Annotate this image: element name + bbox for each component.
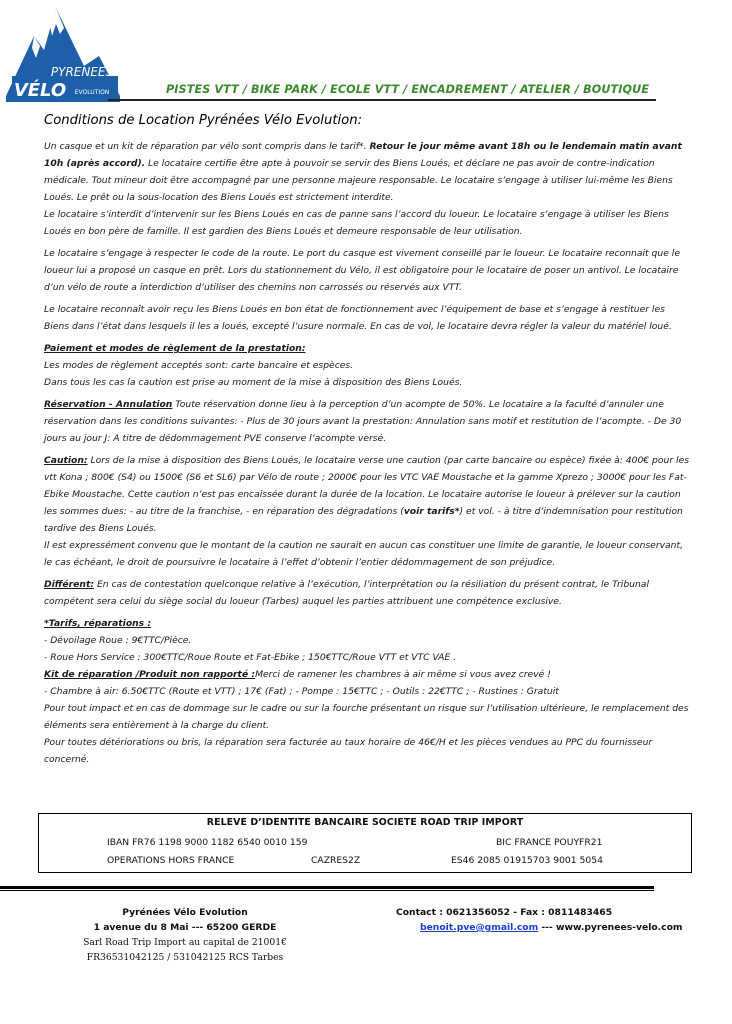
section-paiement [44, 340, 692, 391]
footer-contact-block [396, 905, 696, 935]
logo-brand-bottom: VÉLO [13, 80, 67, 101]
caution-heading: Caution: [44, 455, 88, 466]
tarifs-line1: - Dévoilage Roue : 9€TTC/Pièce. [44, 635, 192, 646]
conditions-body [44, 112, 692, 773]
footer-company-block [70, 905, 300, 965]
tarifs-line2: - Roue Hors Service : 300€TTC/Roue Route et Fat-Ebike ; 150€TTC/Roue VTT et VTC VAE . [44, 652, 457, 663]
section-caution [44, 452, 692, 571]
rib-ops: OPERATIONS HORS FRANCE [107, 855, 235, 866]
paiement-line2: Dans tous les cas la caution est prise au moment de la mise à disposition des Biens Loués. [44, 377, 463, 388]
footer-rcs: FR36531042125 / 531042125 RCS Tarbes [86, 952, 284, 963]
section-tarifs [44, 615, 692, 768]
header-tagline: PISTES VTT / BIKE PARK / ECOLE VTT / ENCADREMENT / ATELIER / BOUTIQUE [166, 83, 650, 96]
rib-bic: BIC FRANCE POUYFR21 [496, 837, 603, 848]
footer-divider-thin [0, 890, 654, 891]
rib-es: ES46 2085 01915703 9001 5054 [451, 855, 603, 866]
caution-text-b: ) et vol. - à titre d’indemnisation pour restitution tardive des Biens Loués. [44, 506, 683, 534]
header-divider [108, 99, 656, 101]
reservation-text: Toute réservation donne lieu à la perception d’un acompte de 50%. Le locataire a la faculté d’annuler une réservation dans les conditions suivantes: - Plus de 30 jours avant la prestation: Annulation sans motif et restitution de l’acompte. - De 30 jours au jour J: A titre de dédommagement PVE conserve l’acompte versé. [44, 399, 682, 444]
para-general [44, 138, 692, 240]
paiement-line1: Les modes de règlement acceptés sont: carte bancaire et espèces. [44, 360, 354, 371]
caution-text-a: Lors de la mise à disposition des Biens Loués, le locataire verse une caution (par carte bancaire ou espèce) fixée à: 400€ pour les vtt Kona ; 800€ (S4) ou 1500€ (S6 et SL6) par Vélo de route ; 2000€ pour les VTC VAE Moustache et la gamme Xprezo ; 3000€ pour les Fat-Ebike Moustache. Cette caution n’est pas encaissée durant la durée de la location. Le locataire autorise le loueur à prélever sur la caution les sommes dues: - au titre de la franchise, - en réparation des dégradations ( [44, 455, 690, 517]
caution-text-c: Il est expressément convenu que le montant de la caution ne saurait en aucun cas constituer une limite de garantie, le loueur conservant, le cas échéant, le droit de poursuivre le locataire à l’effet d’obtenir l’entier dédommagement de son préjudice. [44, 540, 684, 568]
footer-company: Pyrénées Vélo Evolution [122, 907, 248, 918]
caution-text-bold: voir tarifs* [403, 506, 460, 517]
tarifs-line3: - Chambre à air: 6.50€TTC (Route et VTT) ; 17€ (Fat) ; - Pompe : 15€TTC ; - Outils : 22€TTC ; - Rustines : Gratuit [44, 686, 559, 697]
pyrenees-velo-logo [4, 6, 122, 102]
page-title: Conditions de Location Pyrénées Vélo Evolution: [44, 113, 363, 128]
kit-heading: Kit de réparation /Produit non rapporté : [44, 669, 256, 680]
logo-brand-top: PYRENEES [50, 65, 114, 79]
footer-web: --- www.pyrenees-velo.com [538, 922, 683, 933]
different-text: En cas de contestation quelconque relative à l’exécution, l’interprétation ou la résiliation du présent contrat, le Tribunal compétent sera celui du siège social du loueur (Tarbes) auquel les parties attribuent une compétence exclusive. [44, 579, 649, 607]
mountain-logo-icon [4, 6, 122, 102]
logo-brand-sub: EVOLUTION [74, 89, 110, 96]
para-code-route: Le locataire s’engage à respecter le code de la route. Le port du casque est vivement conseillé par le loueur. Le locataire reconnait que le loueur lui a proposé un casque en prêt. Lors du stationnement du Vélo, il est obligatoire pour le locataire de poser un antivol. Le locataire d’un vélo de route a interdiction d’utiliser des chemins non carrossés ou réservés aux VTT. [44, 248, 680, 293]
para-etat-biens: Le locataire reconnaît avoir reçu les Biens Loués en bon état de fonctionnement avec l’équipement de base et s’engage à restituer les Biens dans l’état dans lesquels il les a loués, excepté l’usure normale. En cas de vol, le locataire devra régler la valeur du matériel loué. [44, 304, 672, 332]
section-reservation [44, 396, 692, 447]
rib-iban: IBAN FR76 1198 9000 1182 6540 0010 159 [107, 837, 308, 848]
para1-c: Le locataire certifie être apte à pouvoir se servir des Biens Loués, et déclare ne pas avoir de contre-indication médicale. Tout mineur doit être accompagné par une personne majeure responsable. Le locataire s’engage à utiliser lui-même les Biens Loués. Le prêt ou la sous-location des Biens Loués est strictement interdite. [44, 158, 673, 203]
tarifs-line5: Pour toutes détériorations ou bris, la réparation sera facturée au taux horaire de 46€/H et les pièces vendues au PPC du fournisseur concerné. [44, 737, 653, 765]
rib-box [38, 813, 692, 873]
different-heading: Différent: [44, 579, 95, 590]
tarifs-heading: *Tarifs, réparations : [44, 618, 152, 629]
footer-divider [0, 886, 654, 889]
section-different [44, 576, 692, 610]
footer-address: 1 avenue du 8 Mai --- 65200 GERDE [93, 922, 277, 933]
tarifs-line4: Pour tout impact et en cas de dommage sur le cadre ou sur la fourche présentant un risque sur l’utilisation ultérieure, le remplacement des éléments sera entièrement à la charge du client. [44, 703, 689, 731]
rib-cazres: CAZRES2Z [311, 855, 361, 866]
footer-sarl: Sarl Road Trip Import au capital de 21001€ [83, 937, 287, 948]
footer-contact: Contact : 0621356052 - Fax : 0811483465 [396, 907, 613, 918]
para1-a: Un casque et un kit de réparation par vélo sont compris dans le tarif*. [44, 141, 370, 152]
paiement-heading: Paiement et modes de règlement de la prestation: [44, 343, 306, 354]
para1-d: Le locataire s’interdit d’intervenir sur les Biens Loués en cas de panne sans l’accord du loueur. Le locataire s’engage à utiliser les Biens Loués en bon père de famille. Il est gardien des Biens Loués et demeure responsable de leur utilisation. [44, 209, 669, 237]
rib-title: RELEVE D’IDENTITE BANCAIRE SOCIETE ROAD TRIP IMPORT [206, 817, 524, 828]
reservation-heading: Réservation - Annulation [44, 399, 173, 410]
footer-email-link[interactable]: benoit.pve@gmail.com [420, 922, 539, 933]
kit-text: Merci de ramener les chambres à air même si vous avez crevé ! [255, 669, 551, 680]
para1-b: Retour le jour même avant 18h ou le lendemain matin avant 10h (après accord). [44, 141, 682, 169]
